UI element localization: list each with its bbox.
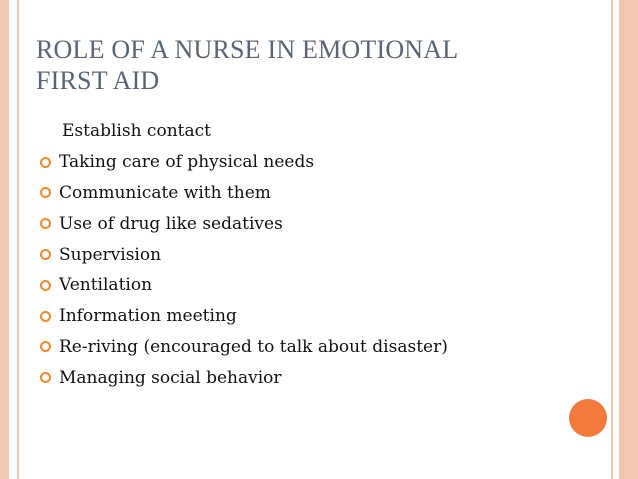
list-item-text: Managing social behavior [59, 367, 282, 388]
ring-bullet-icon [40, 311, 51, 322]
list-item-text: Taking care of physical needs [59, 152, 315, 173]
list-item [38, 362, 598, 393]
list-item-text: Information meeting [59, 306, 237, 327]
left-border-band [0, 0, 9, 479]
ring-bullet-icon [40, 157, 51, 168]
left-border-line [17, 0, 19, 479]
list-item-text: Ventilation [59, 275, 153, 296]
slide-content [38, 116, 598, 393]
list-item [38, 239, 598, 270]
list-item [38, 208, 598, 239]
right-border-band [619, 0, 638, 479]
ring-bullet-icon [40, 341, 51, 352]
ring-bullet-icon [40, 218, 51, 229]
intro-text: Establish contact [62, 121, 211, 142]
slide-title [36, 34, 596, 96]
list-item [38, 178, 598, 209]
list-item-text: Communicate with them [59, 182, 271, 203]
title-line-1: ROLE OF A NURSE IN EMOTIONAL [36, 35, 459, 64]
ring-bullet-icon [40, 372, 51, 383]
list-item [38, 147, 598, 178]
ring-bullet-icon [40, 187, 51, 198]
orange-circle-decoration [569, 399, 607, 437]
list-item [38, 270, 598, 301]
list-item [38, 332, 598, 363]
intro-line [38, 116, 598, 147]
list-item-text: Re-riving (encouraged to talk about disaster) [59, 336, 448, 357]
ring-bullet-icon [40, 249, 51, 260]
right-border-line [611, 0, 613, 479]
ring-bullet-icon [40, 280, 51, 291]
list-item-text: Supervision [59, 244, 162, 265]
title-line-2: FIRST AID [36, 66, 160, 95]
list-item [38, 301, 598, 332]
list-item-text: Use of drug like sedatives [59, 213, 283, 234]
